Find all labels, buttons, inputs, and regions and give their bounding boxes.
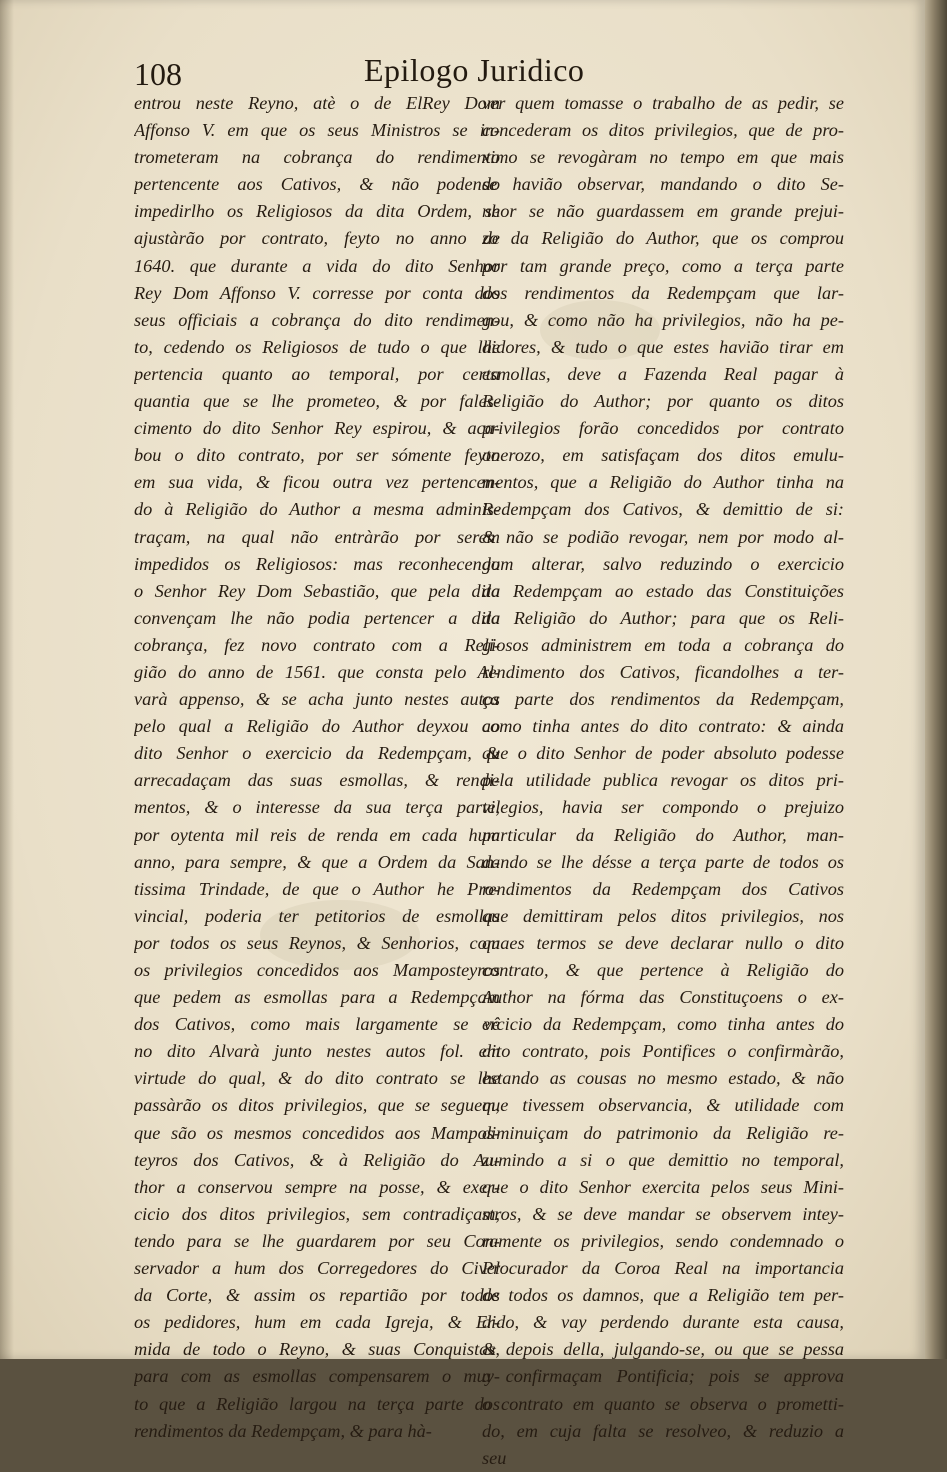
text-line: Affonso V. em que os seus Ministros se in- (134, 120, 500, 141)
text-line: do à Religião do Author a mesma adminis- (134, 499, 500, 520)
text-line: anno, para sempre, & que a Ordem da San- (134, 851, 500, 872)
left-text-column (134, 90, 500, 1445)
text-line: por todos os seus Reynos, & Senhorios, com (134, 932, 500, 953)
page-edge (925, 0, 947, 1359)
text-line: tissima Trindade, de que o Author he Pro- (134, 878, 500, 899)
text-line: Redempçam dos Cativos, & demittio de si: (482, 499, 844, 520)
text-line: privilegios forão concedidos por contrato (482, 418, 844, 439)
text-line: dido, & vay perdendo durante esta causa, (482, 1312, 844, 1333)
text-line: virtude do qual, & do dito contrato se lhe (134, 1068, 500, 1089)
text-line: stros, & se deve mandar se observem intey- (482, 1203, 844, 1224)
text-line: mentos, & o interesse da sua terça parte, (134, 797, 500, 818)
text-line: ajustàrão por contrato, feyto no anno de (134, 228, 500, 249)
text-line: convençam lhe não podia pertencer a dita (134, 607, 500, 628)
text-line: trometeram na cobrança do rendimento (134, 147, 500, 168)
text-line: ximo se revogàram no tempo em que mais (482, 147, 844, 168)
text-line: como tinha antes do dito contrato: & ainda (482, 716, 844, 737)
running-title: Epilogo Juridico (364, 52, 585, 88)
text-line: mentos, que a Religião do Author tinha na (482, 472, 844, 493)
page-header (0, 52, 925, 92)
text-line: esmollas, deve a Fazenda Real pagar à (482, 363, 844, 384)
text-line: mida de todo o Reyno, & suas Conquistas, (134, 1339, 500, 1360)
text-line: da Redempçam ao estado das Constituições (482, 580, 844, 601)
text-line: da Corte, & assim os repartião por todos (134, 1285, 500, 1306)
text-line: rendimento dos Cativos, ficandolhes a ter- (482, 661, 844, 682)
text-line: impedirlho os Religiosos da dita Ordem, se (134, 201, 500, 222)
text-line: impedidos os Religiosos: mas reconhecendo (134, 553, 500, 574)
text-line: & não se podião revogar, nem por modo al- (482, 526, 844, 547)
text-line: to, cedendo os Religiosos de tudo o que lhe (134, 336, 500, 357)
text-line: cimento do dito Senhor Rey espirou, & aca- (134, 418, 500, 439)
text-line: vilegios, havia ser compondo o prejuizo (482, 797, 844, 818)
text-line: de todos os damnos, que a Religião tem per- (482, 1285, 844, 1306)
text-line: tendo para se lhe guardarem por seu Con- (134, 1230, 500, 1251)
text-line: dos rendimentos da Redempçam que lar- (482, 282, 844, 303)
text-line: gum alterar, salvo reduzindo o exercicio (482, 553, 844, 574)
text-line: 1640. que durante a vida do dito Senhor (134, 255, 500, 276)
text-line: Procurador da Coroa Real na importancia (482, 1258, 844, 1279)
text-line: traçam, na qual não entràrão por serem (134, 526, 500, 547)
text-line: teyros dos Cativos, & à Religião do Au- (134, 1149, 500, 1170)
text-line: particular da Religião do Author, man- (482, 824, 844, 845)
text-line: da Religião do Author; para que os Reli- (482, 607, 844, 628)
text-line: se havião observar, mandando o dito Se- (482, 174, 844, 195)
text-line: varà appenso, & se acha junto nestes autos (134, 689, 500, 710)
text-line: rendimentos da Redempçam dos Cativos (482, 878, 844, 899)
text-line: to que a Religião largou na terça parte dos (134, 1393, 500, 1414)
text-line: que o dito Senhor exercita pelos seus Mini- (482, 1176, 844, 1197)
text-line: & depois della, julgando-se, ou que se pessa (482, 1339, 844, 1360)
text-line: concederam os ditos privilegios, que de pro- (482, 120, 844, 141)
text-line: giosos administrem em toda a cobrança do (482, 634, 844, 655)
right-text-column (482, 90, 844, 1472)
text-line: Religião do Author; por quanto os ditos (482, 391, 844, 412)
text-line: que são os mesmos concedidos aos Mampos- (134, 1122, 500, 1143)
text-line: os pedidores, hum em cada Igreja, & Er- (134, 1312, 500, 1333)
text-line: passàrão os ditos privilegios, que se seguem, (134, 1095, 500, 1116)
text-line: nhor se não guardassem em grande prejui- (482, 201, 844, 222)
text-line: gou, & como não ha privilegios, não ha pe- (482, 309, 844, 330)
text-line: dando se lhe désse a terça parte de todos os (482, 851, 844, 872)
text-line: que demittiram pelos ditos privilegios, nos (482, 905, 844, 926)
text-line: que o dito Senhor de poder absoluto podesse (482, 743, 844, 764)
text-line: do, em cuja falta se resolveo, & reduzio a (482, 1420, 844, 1441)
text-line: servador a hum dos Corregedores do Civel (134, 1258, 500, 1279)
text-line: Rey Dom Affonso V. corresse por conta dos (134, 282, 500, 303)
text-line: que pedem as esmollas para a Redempçam (134, 987, 500, 1008)
text-line: vincial, poderia ter petitorios de esmollas (134, 905, 500, 926)
text-line: ramente os privilegios, sendo condemnado o (482, 1230, 844, 1251)
text-line: por oytenta mil reis de renda em cada hum (134, 824, 500, 845)
text-line: gião do anno de 1561. que consta pelo Al- (134, 661, 500, 682)
text-line: ça parte dos rendimentos da Redempçam, (482, 689, 844, 710)
text-line: zumindo a si o que demittio no temporal, (482, 1149, 844, 1170)
text-line: diminuiçam do patrimonio da Religião re- (482, 1122, 844, 1143)
text-line: onerozo, em satisfaçam dos ditos emulu- (482, 445, 844, 466)
text-line: seu (482, 1447, 507, 1468)
text-line: ver quem tomasse o trabalho de as pedir, se (482, 93, 844, 113)
text-line: quaes termos se deve declarar nullo o dito (482, 932, 844, 953)
text-line: pertencente aos Cativos, & não podendo (134, 174, 500, 195)
text-line: thor a conservou sempre na posse, & exer- (134, 1176, 500, 1197)
text-line: pertencia quanto ao temporal, por certa (134, 363, 500, 384)
text-line: seus officiais a cobrança do dito rendimen- (134, 309, 500, 330)
text-line: cobrança, fez novo contrato com a Reli- (134, 634, 500, 655)
text-line: Author na fórma das Constituçoens o ex- (482, 987, 844, 1008)
text-line: para com as esmollas compensarem o muy- (134, 1366, 500, 1387)
text-line: dito Senhor o exercicio da Redempçam, & (134, 743, 500, 764)
text-line: o Senhor Rey Dom Sebastião, que pela dita (134, 580, 500, 601)
text-line: quantia que se lhe prometeo, & por fales- (134, 391, 500, 412)
text-line: os privilegios concedidos aos Mamposteyros (134, 960, 500, 980)
text-line: arrecadaçam das suas esmollas, & rendi- (134, 770, 500, 791)
text-line: o contrato em quanto se observa o prometti- (482, 1393, 844, 1414)
text-line: dos Cativos, como mais largamente se vê (134, 1014, 500, 1035)
text-line: estando as cousas no mesmo estado, & não (482, 1068, 844, 1089)
text-line: em sua vida, & ficou outra vez pertencen- (134, 472, 500, 493)
page-number: 108 (134, 56, 182, 92)
text-line: rendimentos da Redempçam, & para hà- (134, 1420, 432, 1441)
text-line: dito contrato, pois Pontifices o confirmàrão, (482, 1041, 844, 1062)
text-line: bou o dito contrato, por ser sómente feyto (134, 445, 500, 466)
text-line: entrou neste Reyno, atè o de ElRey Dom (134, 93, 500, 113)
text-line: pela utilidade publica revogar os ditos pri- (482, 770, 844, 791)
text-line: didores, & tudo o que estes havião tirar em (482, 336, 844, 357)
text-line: a confirmaçam Pontificia; pois se approva (482, 1366, 844, 1387)
text-line: zo da Religião do Author, que os comprou (482, 228, 844, 249)
gutter-shadow (0, 0, 14, 1359)
text-line: pelo qual a Religião do Author deyxou ao (134, 716, 500, 737)
text-line: cicio dos ditos privilegios, sem contradiçam, (134, 1203, 500, 1224)
text-line: que tivessem observancia, & utilidade com (482, 1095, 844, 1116)
text-line: por tam grande preço, como a terça parte (482, 255, 844, 276)
text-line: no dito Alvarà junto nestes autos fol. em (134, 1041, 500, 1062)
text-line: ercicio da Redempçam, como tinha antes do (482, 1014, 844, 1035)
text-line: contrato, & que pertence à Religião do (482, 960, 844, 980)
